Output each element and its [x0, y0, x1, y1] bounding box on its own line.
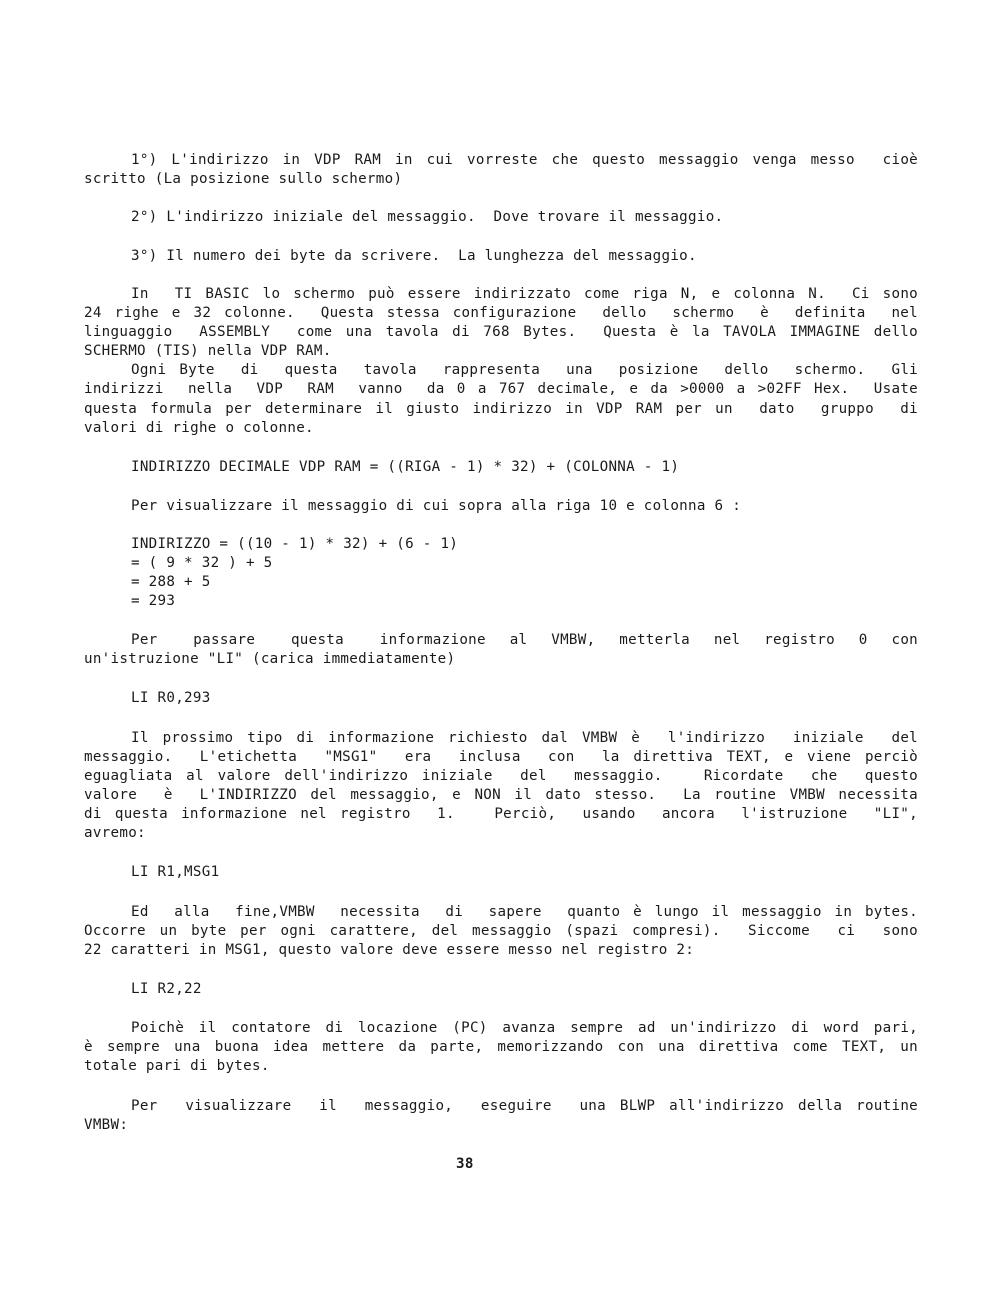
text-line: 1°) L'indirizzo in VDP RAM in cui vorreste che questo messaggio venga messo cioè — [131, 152, 918, 168]
text-line: Ogni Byte di questa tavola rappresenta una posizione dello schermo. Gli — [131, 362, 918, 378]
text-line: Occorre un byte per ogni carattere, del messaggio (spazi compresi). Siccome ci sono — [84, 923, 918, 939]
page-number: 38 — [456, 1156, 474, 1172]
calc-line: = 288 + 5 — [131, 574, 211, 590]
calc-line: INDIRIZZO = ((10 - 1) * 32) + (6 - 1) — [131, 536, 459, 552]
code-line: LI R2,22 — [131, 981, 202, 997]
code-line: LI R1,MSG1 — [131, 864, 220, 880]
text-line: 3°) Il numero dei byte da scrivere. La lunghezza del messaggio. — [131, 248, 697, 264]
text-line: SCHERMO (TIS) nella VDP RAM. — [84, 343, 332, 359]
text-line: eguagliata al valore dell'indirizzo iniziale del messaggio. Ricordate che questo — [84, 768, 918, 784]
calc-line: = 293 — [131, 593, 176, 609]
code-line: LI R0,293 — [131, 690, 211, 706]
calc-line: = ( 9 * 32 ) + 5 — [131, 555, 273, 571]
text-line: Per passare questa informazione al VMBW, metterla nel registro 0 con — [131, 632, 918, 648]
text-line: 24 righe e 32 colonne. Questa stessa configurazione dello schermo è definita nel — [84, 305, 918, 321]
text-line: Per visualizzare il messaggio di cui sopra alla riga 10 e colonna 6 : — [131, 498, 742, 514]
text-line: totale pari di bytes. — [84, 1058, 270, 1074]
formula-line: INDIRIZZO DECIMALE VDP RAM = ((RIGA - 1) * 32) + (COLONNA - 1) — [131, 459, 680, 475]
text-line: Ed alla fine,VMBW necessita di sapere quanto è lungo il messaggio in bytes. — [131, 904, 918, 920]
text-line: Poichè il contatore di locazione (PC) avanza sempre ad un'indirizzo di word pari, — [131, 1020, 918, 1036]
text-line: questa formula per determinare il giusto indirizzo in VDP RAM per un dato gruppo di — [84, 401, 918, 417]
text-line: un'istruzione "LI" (carica immediatamente) — [84, 651, 456, 667]
text-line: è sempre una buona idea mettere da parte, memorizzando con una direttiva come TEXT, un — [84, 1039, 918, 1055]
text-line: VMBW: — [84, 1117, 129, 1133]
text-line: avremo: — [84, 825, 146, 841]
text-line: In TI BASIC lo schermo può essere indirizzato come riga N, e colonna N. Ci sono — [131, 286, 918, 302]
text-line: valore è L'INDIRIZZO del messaggio, e NON il dato stesso. La routine VMBW necessita — [84, 787, 918, 803]
text-line: Il prossimo tipo di informazione richiesto dal VMBW è l'indirizzo iniziale del — [131, 730, 918, 746]
text-line: di questa informazione nel registro 1. Perciò, usando ancora l'istruzione "LI", — [84, 806, 918, 822]
text-line: linguaggio ASSEMBLY come una tavola di 768 Bytes. Questa è la TAVOLA IMMAGINE dello — [84, 324, 918, 340]
text-line: 22 caratteri in MSG1, questo valore deve essere messo nel registro 2: — [84, 942, 695, 958]
text-line: Per visualizzare il messaggio, eseguire una BLWP all'indirizzo della routine — [131, 1098, 918, 1114]
text-line: 2°) L'indirizzo iniziale del messaggio. Dove trovare il messaggio. — [131, 209, 724, 225]
text-line: messaggio. L'etichetta "MSG1" era inclusa con la direttiva TEXT, e viene perciò — [84, 749, 918, 765]
text-line: scritto (La posizione sullo schermo) — [84, 171, 403, 187]
text-line: valori di righe o colonne. — [84, 420, 314, 436]
text-line: indirizzi nella VDP RAM vanno da 0 a 767 decimale, e da >0000 a >02FF Hex. Usate — [84, 381, 918, 397]
